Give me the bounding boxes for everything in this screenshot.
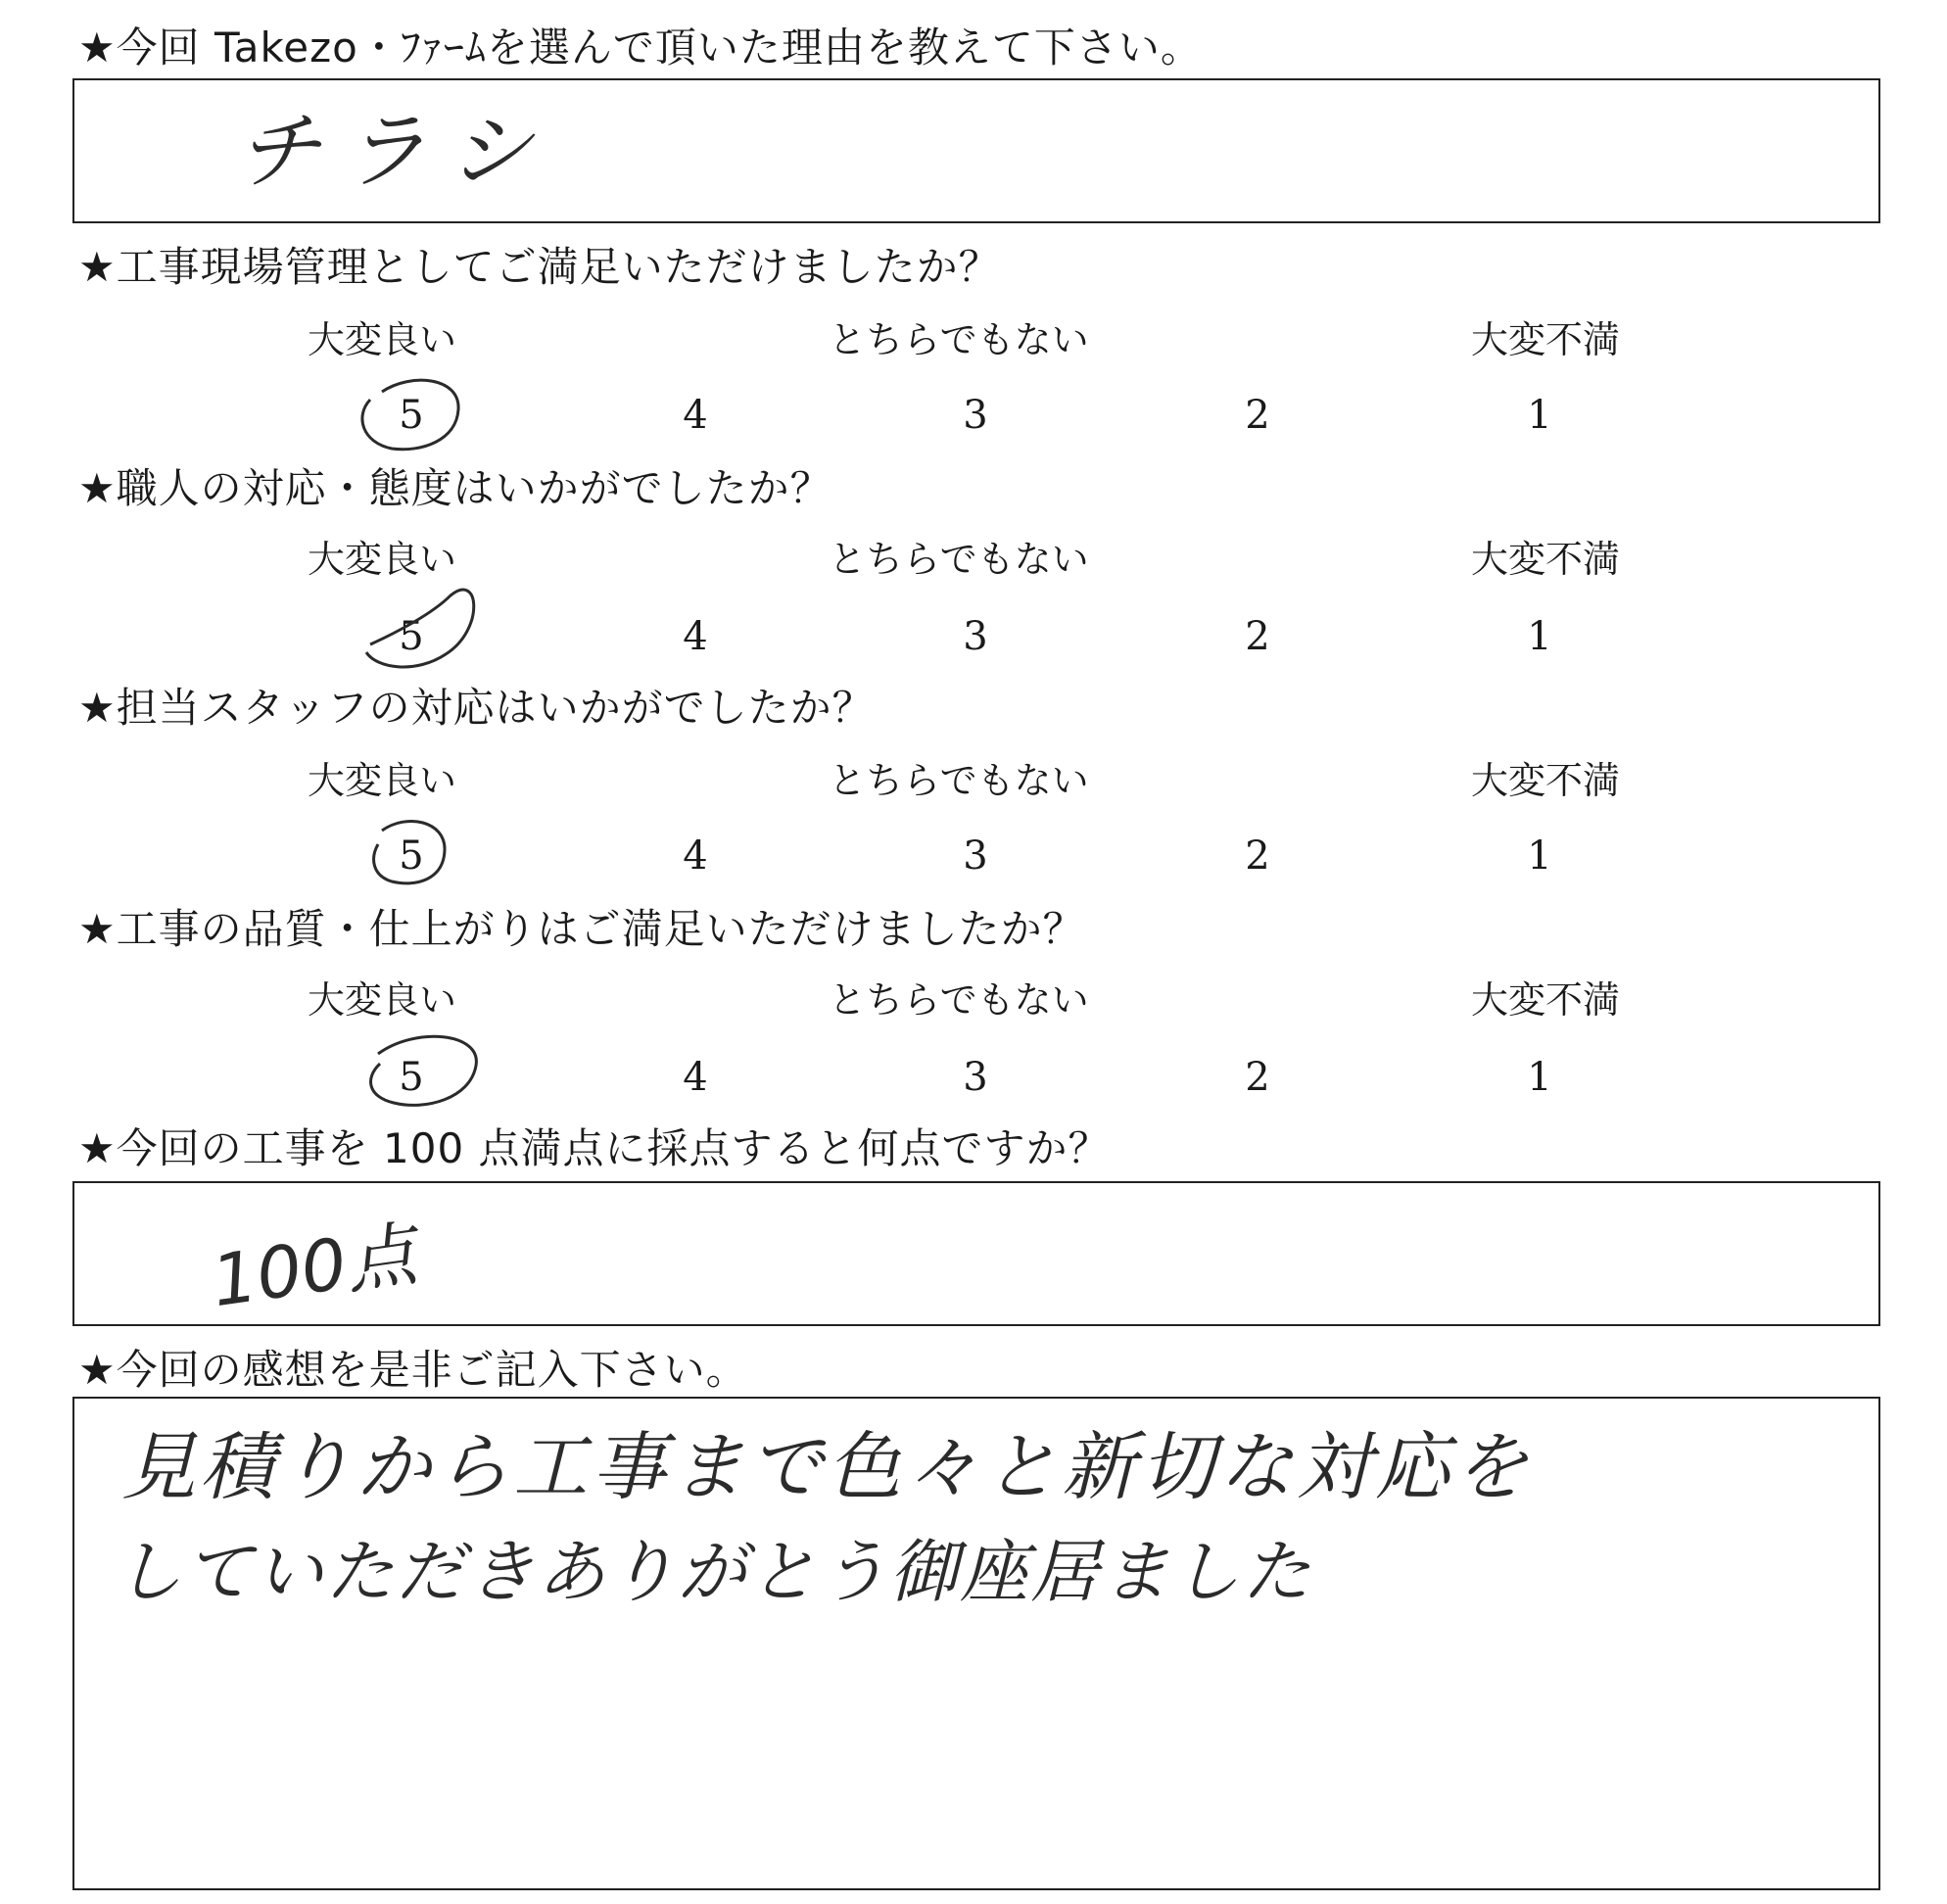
score-answer-box[interactable] — [72, 1181, 1880, 1326]
scale-label-neutral: とちらでもない — [829, 759, 1089, 802]
scale-label-very-dissatisfied: 大変不満 — [1471, 978, 1621, 1022]
reason-handwritten-answer: チラシ — [236, 103, 553, 201]
scale-label-very-good: 大変良い — [308, 978, 457, 1022]
selected-rating-circle — [353, 576, 490, 674]
comments-answer-box[interactable] — [72, 1397, 1880, 1890]
rating-option-3[interactable]: 3 — [963, 1055, 988, 1100]
rating-option-2[interactable]: 2 — [1245, 1055, 1270, 1100]
question-craftsmen-attitude: ★職人の対応・態度はいかがでしたか？ — [78, 464, 832, 512]
rating-option-2[interactable]: 2 — [1245, 393, 1270, 438]
scale-label-neutral: とちらでもない — [829, 978, 1089, 1022]
scale-label-very-dissatisfied: 大変不満 — [1471, 538, 1621, 581]
scale-label-very-good: 大変良い — [308, 759, 457, 802]
scale-label-very-good: 大変良い — [308, 538, 457, 581]
selected-rating-circle — [353, 372, 470, 460]
rating-option-1[interactable]: 1 — [1527, 393, 1552, 438]
rating-option-3[interactable]: 3 — [963, 393, 988, 438]
rating-option-2[interactable]: 2 — [1245, 833, 1270, 879]
scale-label-very-dissatisfied: 大変不満 — [1471, 318, 1621, 361]
rating-option-5[interactable]: 5 — [399, 614, 424, 659]
comment-handwritten-line-2: していただきありがとう御座居ました — [114, 1532, 1312, 1612]
question-staff-attitude: ★担当スタッフの対応はいかがでしたか？ — [78, 684, 875, 732]
scale-label-very-good: 大変良い — [308, 318, 457, 361]
selected-rating-circle — [362, 811, 460, 899]
scale-label-neutral: とちらでもない — [829, 538, 1089, 581]
rating-option-4[interactable]: 4 — [683, 1055, 708, 1100]
rating-option-4[interactable]: 4 — [683, 614, 708, 659]
question-score: ★今回の工事を 100 点満点に採点すると何点ですか？ — [78, 1124, 1111, 1172]
question-reason: ★今回 Takezo・ﾌｧｰﾑを選んで頂いた理由を教えて下さい。 — [78, 24, 1203, 71]
rating-option-1[interactable]: 1 — [1527, 1055, 1552, 1100]
rating-option-5[interactable]: 5 — [399, 1055, 424, 1100]
scale-label-very-dissatisfied: 大変不満 — [1471, 759, 1621, 802]
selected-rating-circle — [356, 1024, 494, 1122]
rating-option-1[interactable]: 1 — [1527, 833, 1552, 879]
score-handwritten-answer: 100点 — [207, 1212, 422, 1323]
rating-option-4[interactable]: 4 — [683, 833, 708, 879]
rating-option-5[interactable]: 5 — [399, 393, 424, 438]
scale-label-neutral: とちらでもない — [829, 318, 1089, 361]
comment-handwritten-line-1: 見積りから工事まで色々と新切な対応を — [121, 1423, 1532, 1510]
rating-option-3[interactable]: 3 — [963, 833, 988, 879]
rating-option-3[interactable]: 3 — [963, 614, 988, 659]
rating-option-4[interactable]: 4 — [683, 393, 708, 438]
question-comments: ★今回の感想を是非ご記入下さい。 — [78, 1346, 748, 1394]
rating-option-5[interactable]: 5 — [399, 833, 424, 879]
reason-answer-box[interactable] — [72, 78, 1880, 223]
question-site-management: ★工事現場管理としてご満足いただけましたか？ — [78, 243, 1001, 291]
rating-option-1[interactable]: 1 — [1527, 614, 1552, 659]
question-quality: ★工事の品質・仕上がりはご満足いただけましたか？ — [78, 905, 1085, 953]
rating-option-2[interactable]: 2 — [1245, 614, 1270, 659]
